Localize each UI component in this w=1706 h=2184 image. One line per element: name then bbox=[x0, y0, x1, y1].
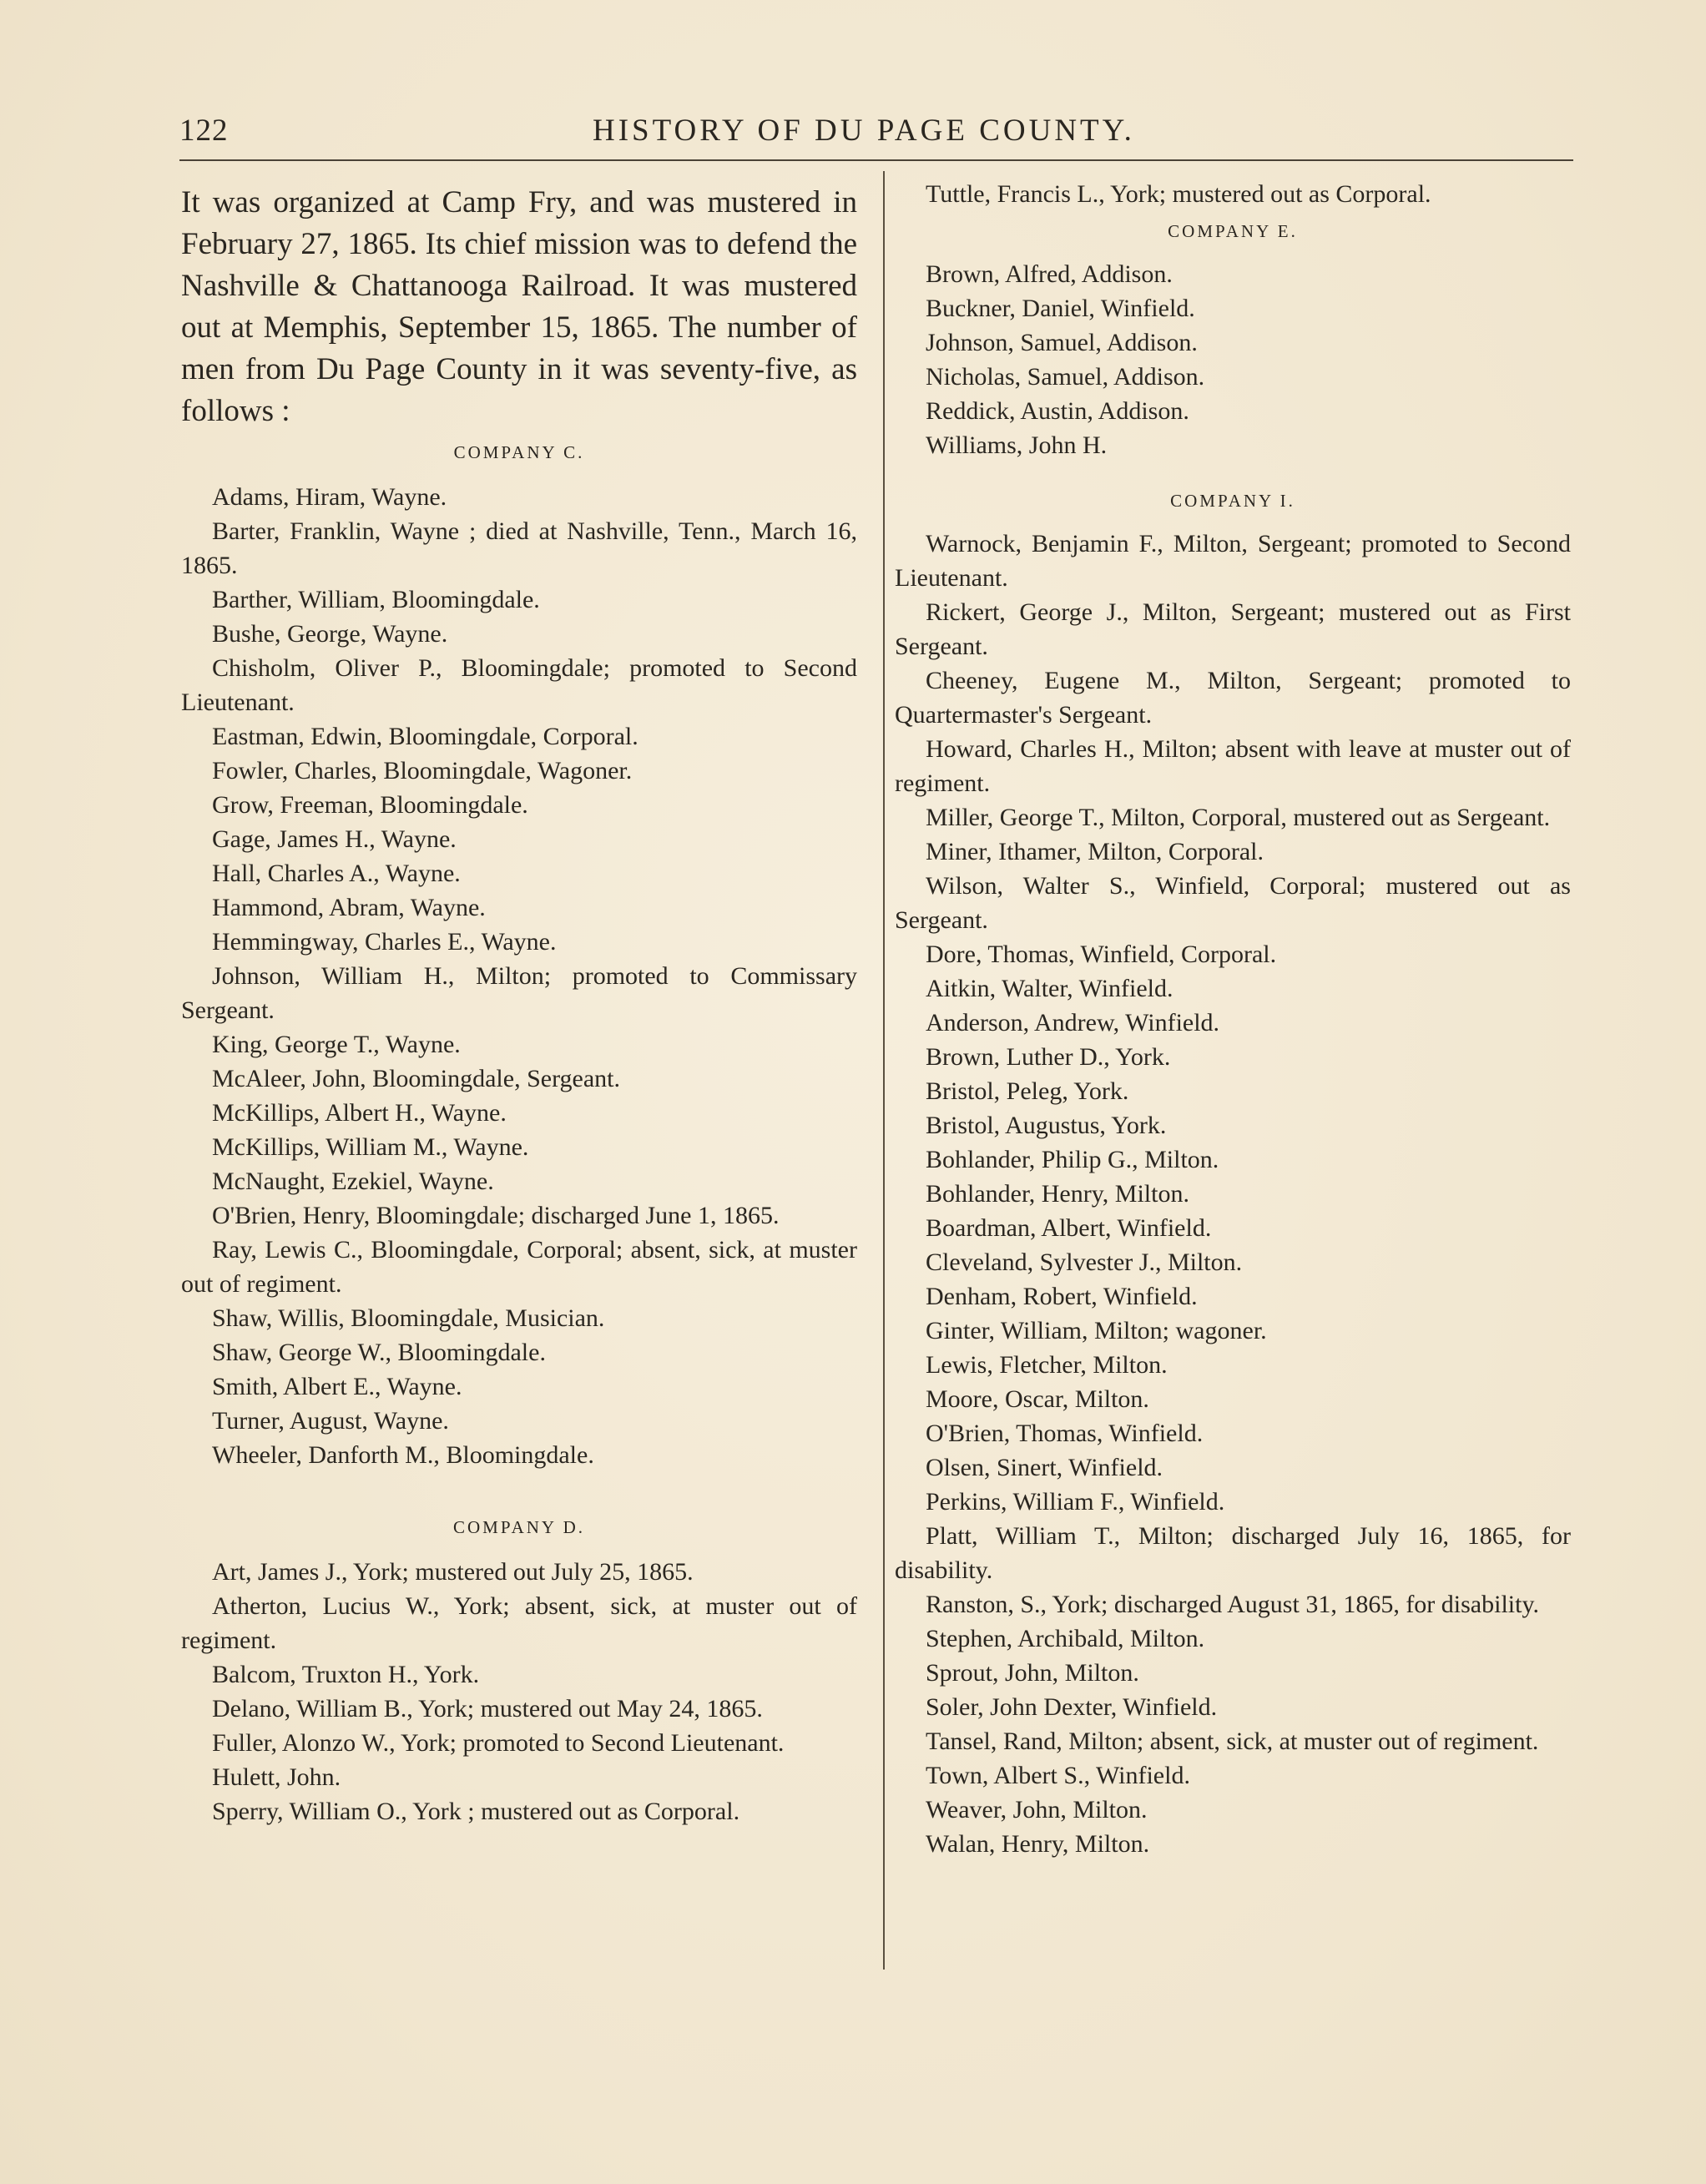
roster-entry: Turner, August, Wayne. bbox=[212, 1407, 449, 1435]
roster-entry: Walan, Henry, Milton. bbox=[926, 1830, 1150, 1858]
roster-entry: Barter, Franklin, Wayne ; died at Nashville, Tenn., March 16, 1865. bbox=[181, 517, 857, 579]
left-column bbox=[181, 182, 857, 1828]
roster-entry: McKillips, Albert H., Wayne. bbox=[212, 1099, 507, 1127]
roster-entry: Shaw, George W., Bloomingdale. bbox=[212, 1339, 546, 1366]
company-d-roster bbox=[181, 1555, 857, 1828]
roster-entry: Balcom, Truxton H., York. bbox=[212, 1661, 480, 1688]
roster-entry: Sprout, John, Milton. bbox=[926, 1659, 1139, 1687]
roster-entry: Sperry, William O., York ; mustered out as Corporal. bbox=[212, 1798, 740, 1825]
roster-entry: O'Brien, Henry, Bloomingdale; discharged June 1, 1865. bbox=[212, 1202, 780, 1229]
roster-entry: Bristol, Augustus, York. bbox=[926, 1112, 1167, 1139]
roster-entry: Lewis, Fletcher, Milton. bbox=[926, 1351, 1168, 1379]
roster-entry: Buckner, Daniel, Winfield. bbox=[926, 295, 1195, 322]
company-i-heading: COMPANY I. bbox=[1170, 491, 1295, 511]
roster-entry: Ranston, S., York; discharged August 31, 1865, for disability. bbox=[926, 1591, 1540, 1618]
roster-entry: McNaught, Ezekiel, Wayne. bbox=[212, 1168, 494, 1195]
roster-entry: Smith, Albert E., Wayne. bbox=[212, 1373, 462, 1400]
roster-entry: Brown, Alfred, Addison. bbox=[926, 260, 1173, 288]
roster-entry: Chisholm, Oliver P., Bloomingdale; promoted to Second Lieutenant. bbox=[181, 654, 857, 716]
roster-entry: Grow, Freeman, Bloomingdale. bbox=[212, 791, 528, 819]
page-number: 122 bbox=[179, 113, 229, 148]
roster-entry: Delano, William B., York; mustered out May 24, 1865. bbox=[212, 1695, 763, 1722]
roster-entry: Bohlander, Henry, Milton. bbox=[926, 1180, 1189, 1208]
roster-entry: Shaw, Willis, Bloomingdale, Musician. bbox=[212, 1304, 605, 1332]
roster-entry: Hemmingway, Charles E., Wayne. bbox=[212, 928, 557, 956]
roster-entry: Town, Albert S., Winfield. bbox=[926, 1762, 1190, 1789]
company-c-heading: COMPANY C. bbox=[453, 442, 585, 462]
roster-entry: Weaver, John, Milton. bbox=[926, 1796, 1148, 1823]
roster-entry: Bohlander, Philip G., Milton. bbox=[926, 1146, 1219, 1173]
roster-entry: Cheeney, Eugene M., Milton, Sergeant; promoted to Quartermaster's Sergeant. bbox=[895, 667, 1571, 729]
roster-entry: Hall, Charles A., Wayne. bbox=[212, 860, 461, 887]
roster-entry: Tansel, Rand, Milton; absent, sick, at muster out of regiment. bbox=[926, 1728, 1539, 1755]
roster-entry: Miller, George T., Milton, Corporal, mustered out as Sergeant. bbox=[926, 804, 1551, 831]
roster-entry: Atherton, Lucius W., York; absent, sick, at muster out of regiment. bbox=[181, 1592, 857, 1654]
roster-entry: Hulett, John. bbox=[212, 1763, 341, 1791]
roster-entry: Soler, John Dexter, Winfield. bbox=[926, 1693, 1218, 1721]
roster-entry: Howard, Charles H., Milton; absent with leave at muster out of regiment. bbox=[895, 735, 1571, 797]
roster-entry: Reddick, Austin, Addison. bbox=[926, 397, 1189, 425]
roster-entry: Nicholas, Samuel, Addison. bbox=[926, 363, 1205, 391]
roster-entry: Ray, Lewis C., Bloomingdale, Corporal; absent, sick, at muster out of regiment. bbox=[181, 1236, 857, 1298]
roster-entry: Denham, Robert, Winfield. bbox=[926, 1283, 1198, 1310]
roster-entry: Perkins, William F., Winfield. bbox=[926, 1488, 1225, 1516]
running-title: HISTORY OF DU PAGE COUNTY. bbox=[593, 113, 1135, 148]
roster-entry: Fuller, Alonzo W., York; promoted to Second Lieutenant. bbox=[212, 1729, 785, 1757]
roster-entry: Platt, William T., Milton; discharged July 16, 1865, for disability. bbox=[895, 1522, 1571, 1584]
continued-roster bbox=[895, 177, 1571, 211]
roster-entry: Anderson, Andrew, Winfield. bbox=[926, 1009, 1220, 1037]
roster-entry: Tuttle, Francis L., York; mustered out as Corporal. bbox=[926, 180, 1431, 208]
roster-entry: Cleveland, Sylvester J., Milton. bbox=[926, 1248, 1243, 1276]
roster-entry: Olsen, Sinert, Winfield. bbox=[926, 1454, 1163, 1481]
roster-entry: Wheeler, Danforth M., Bloomingdale. bbox=[212, 1441, 594, 1469]
roster-entry: Johnson, William H., Milton; promoted to Commissary Sergeant. bbox=[181, 962, 857, 1024]
roster-entry: McKillips, William M., Wayne. bbox=[212, 1133, 529, 1161]
roster-entry: Aitkin, Walter, Winfield. bbox=[926, 975, 1174, 1002]
roster-entry: Eastman, Edwin, Bloomingdale, Corporal. bbox=[212, 723, 638, 750]
roster-entry: Bristol, Peleg, York. bbox=[926, 1077, 1129, 1105]
page-header bbox=[179, 113, 1573, 154]
column-divider bbox=[883, 171, 885, 1970]
intro-paragraph: It was organized at Camp Fry, and was mustered in February 27, 1865. Its chief mission was to defend the Nashville & Chattanooga Railroad. It was mustered out at Memphis, September 15, 1865. The number of men from Du Page County in it was seventy-five, as follows : bbox=[181, 185, 857, 428]
roster-entry: Moore, Oscar, Milton. bbox=[926, 1385, 1149, 1413]
company-d-heading: COMPANY D. bbox=[453, 1517, 585, 1537]
roster-entry: Williams, John H. bbox=[926, 431, 1108, 459]
company-c-roster bbox=[181, 480, 857, 1472]
roster-entry: Ginter, William, Milton; wagoner. bbox=[926, 1317, 1267, 1344]
company-e-heading: COMPANY E. bbox=[1168, 221, 1298, 241]
roster-entry: Warnock, Benjamin F., Milton, Sergeant; promoted to Second Lieutenant. bbox=[895, 530, 1571, 592]
roster-entry: King, George T., Wayne. bbox=[212, 1031, 461, 1058]
header-rule bbox=[179, 159, 1573, 161]
roster-entry: Wilson, Walter S., Winfield, Corporal; mustered out as Sergeant. bbox=[895, 872, 1571, 934]
roster-entry: Bushe, George, Wayne. bbox=[212, 620, 448, 648]
roster-entry: Barther, William, Bloomingdale. bbox=[212, 586, 540, 613]
roster-entry: Brown, Luther D., York. bbox=[926, 1043, 1171, 1071]
roster-entry: Fowler, Charles, Bloomingdale, Wagoner. bbox=[212, 757, 633, 784]
roster-entry: McAleer, John, Bloomingdale, Sergeant. bbox=[212, 1065, 620, 1092]
roster-entry: Rickert, George J., Milton, Sergeant; mustered out as First Sergeant. bbox=[895, 598, 1571, 660]
company-i-roster bbox=[895, 527, 1571, 1861]
roster-entry: Hammond, Abram, Wayne. bbox=[212, 894, 486, 921]
company-e-roster bbox=[895, 257, 1571, 462]
roster-entry: O'Brien, Thomas, Winfield. bbox=[926, 1420, 1204, 1447]
roster-entry: Boardman, Albert, Winfield. bbox=[926, 1214, 1212, 1242]
roster-entry: Stephen, Archibald, Milton. bbox=[926, 1625, 1205, 1652]
roster-entry: Miner, Ithamer, Milton, Corporal. bbox=[926, 838, 1264, 865]
roster-entry: Gage, James H., Wayne. bbox=[212, 825, 457, 853]
roster-entry: Adams, Hiram, Wayne. bbox=[212, 483, 447, 511]
roster-entry: Art, James J., York; mustered out July 25, 1865. bbox=[212, 1558, 694, 1586]
roster-entry: Dore, Thomas, Winfield, Corporal. bbox=[926, 941, 1277, 968]
right-column bbox=[895, 177, 1571, 1861]
roster-entry: Johnson, Samuel, Addison. bbox=[926, 329, 1198, 356]
